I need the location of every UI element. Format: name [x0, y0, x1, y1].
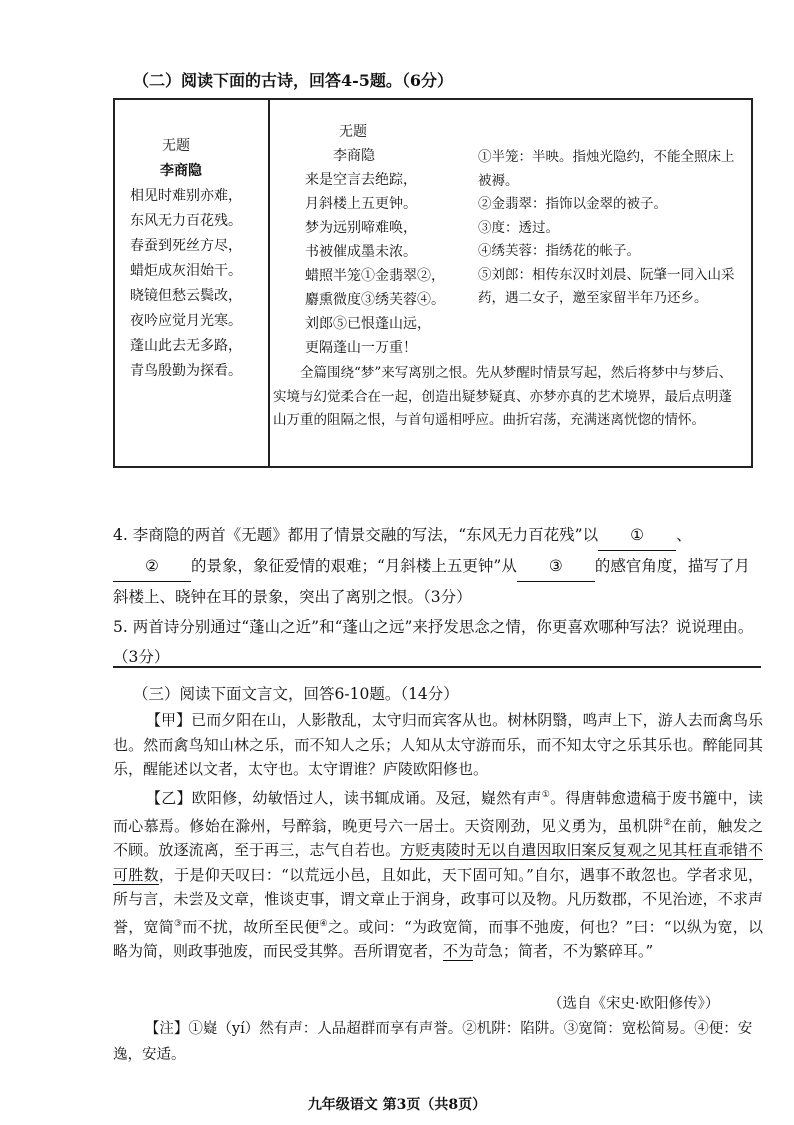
note-ref: ② — [663, 817, 672, 828]
poem2-line: 书被催成墨未浓。 — [305, 244, 417, 260]
passage-yi-text: 在前，触发之不顾。放逐流离，至于再三，志气自若也。 — [113, 816, 763, 859]
q4-text: 4. 李商隐的两首《无题》都用了情景交融的写法，“东风无力百花残”以 — [113, 526, 599, 544]
poem1-line: 蓬山此去无多路， — [130, 338, 242, 354]
passage-source: （选自《宋史·欧阳修传》） — [548, 996, 720, 1012]
poem1-line: 晓镜但愁云鬓改， — [130, 288, 242, 304]
q4-blank-3[interactable]: ③ — [517, 551, 595, 582]
poem-note: ①半笼：半映。指烛光隐约，不能全照床上被褥。 — [478, 149, 735, 189]
poem2-line: 蜡照半笼①金翡翠②， — [305, 268, 445, 284]
poem1 — [130, 134, 270, 384]
note-ref: ① — [541, 790, 551, 800]
note-ref: ④ — [319, 918, 328, 929]
poem-note: ④绣芙蓉：指绣花的帐子。 — [478, 243, 640, 259]
q4-blank-1[interactable]: ① — [598, 520, 676, 551]
poem1-line: 夜吟应觉月光寒。 — [130, 313, 242, 329]
poem1-line: 蜡炬成灰泪始干。 — [130, 263, 242, 279]
poem2-line: 月斜楼上五更钟。 — [305, 196, 417, 212]
q4-text: 的景象，象征爱情的艰难；“月斜楼上五更钟”从 — [191, 557, 517, 575]
passage-annotation: 【注】①嶷（yí）然有声：人品超群而享有声誉。②机阱：陷阱。③宽简：宽松简易。④便：安逸，安适。 — [113, 1021, 753, 1063]
poem2 — [305, 120, 480, 360]
poem1-title: 无题 — [162, 138, 190, 154]
note-ref: ③ — [173, 918, 183, 929]
poem1-line: 相见时难别亦难， — [130, 188, 242, 204]
poem2-notes — [478, 146, 746, 311]
poem-box — [113, 98, 753, 468]
page-footer: 九年级语文 第3页（共8页） — [307, 1097, 487, 1113]
poem-note: ②金翡翠：指饰以金翠的被子。 — [478, 196, 667, 212]
underlined-sentence: 方贬夷陵时无以自遣因取旧案反复观之见其枉直乖错不可胜数 — [113, 841, 763, 884]
q4-text: 的感官角度，描写了月斜楼上、晓钟在耳的景象，突出了离别之恨。（3分） — [113, 557, 750, 606]
passage-yi-text: ，于是仰天叹曰：“以荒远小邑，且如此，天下固可知。”自尔，遇事不敢忽也。学者求见，所与言，未尝及文章，惟谈吏事，谓文章止于润身，政事可以及物。凡历数郡，不见治迹，不求声誉，宽简 — [113, 865, 763, 936]
question-4 — [113, 520, 763, 612]
poem2-title: 无题 — [339, 124, 367, 140]
poem1-line: 青鸟殷勤为探看。 — [130, 363, 242, 379]
q4-text: 、 — [676, 526, 692, 544]
q4-blank-2[interactable]: ② — [113, 551, 191, 582]
poem2-author: 李商隐 — [333, 148, 375, 164]
poem-note: ⑤刘郎：相传东汉时刘晨、阮肇一同入山采药，遇二女子，邀至家留半年乃还乡。 — [478, 266, 735, 306]
poem2-line: 更隔蓬山一万重！ — [305, 340, 417, 356]
question-5: 5. 两首诗分别通过“蓬山之近”和“蓬山之远”来抒发思念之情，你更喜欢哪种写法？说说理由。（3分） — [113, 618, 754, 666]
passage-yi-text: 而不扰，故所至民便 — [182, 917, 320, 936]
passage-jia: 【甲】已而夕阳在山，人影散乱，太守归而宾客从也。树林阴翳，鸣声上下，游人去而禽鸟乐也。然而禽鸟知山林之乐，而不知人之乐；人知从太守游而乐，而不知太守之乐其乐也。醉能同其乐，醒能述以文者，太守也。太守谓谁？庐陵欧阳修也。 — [113, 711, 763, 778]
poem2-line: 梦为远别啼难唤， — [305, 220, 417, 236]
passage-yi-text: 。得唐韩愈遗稿于废书簏中，读而心慕焉。修始在滁州，号醉翁，晚更号六一居士。天资刚劲，见义勇为，虽机阱 — [113, 789, 763, 835]
poem2-line: 来是空言去绝踪， — [305, 172, 417, 188]
poem2-line: 刘郎⑤已恨蓬山远， — [305, 316, 431, 332]
underlined-phrase: 不为 — [443, 942, 474, 960]
section3-heading: （三）阅读下面文言文，回答6-10题。（14分） — [133, 685, 459, 703]
passage-yi-text: 之。或问：“为政宽简，而事不弛废，何也？”曰：“以纵为宽，以略为简，则政事弛废，而民受其弊。吾所谓宽者， — [113, 917, 763, 960]
poem1-line: 东风无力百花残。 — [130, 213, 242, 229]
poem-appreciation: 全篇围绕“梦”来写离别之恨。先从梦醒时情景写起，然后将梦中与梦后、实境与幻觉柔合在一起，创造出疑梦疑真、亦梦亦真的艺术境界，最后点明蓬山万重的阻隔之恨，与首句遥相呼应。曲折宕荡，充满迷离恍惚的情怀。 — [273, 365, 733, 428]
passage-yi — [113, 783, 763, 964]
poem1-author: 李商隐 — [160, 163, 202, 179]
poem-note: ③度：透过。 — [478, 219, 559, 236]
passage-yi-text: 【乙】欧阳修，幼敏悟过人，读书辄成诵。及冠，嶷然有声 — [146, 789, 542, 807]
poem1-line: 春蚕到死丝方尽， — [130, 238, 242, 254]
section2-heading: （二）阅读下面的古诗，回答4-5题。（6分） — [133, 71, 454, 90]
poem2-line: 麝熏微度③绣芙蓉④。 — [305, 292, 445, 308]
passage-yi-text: 苛急；简者，不为繁碎耳。” — [473, 942, 654, 960]
section-divider — [113, 666, 761, 668]
